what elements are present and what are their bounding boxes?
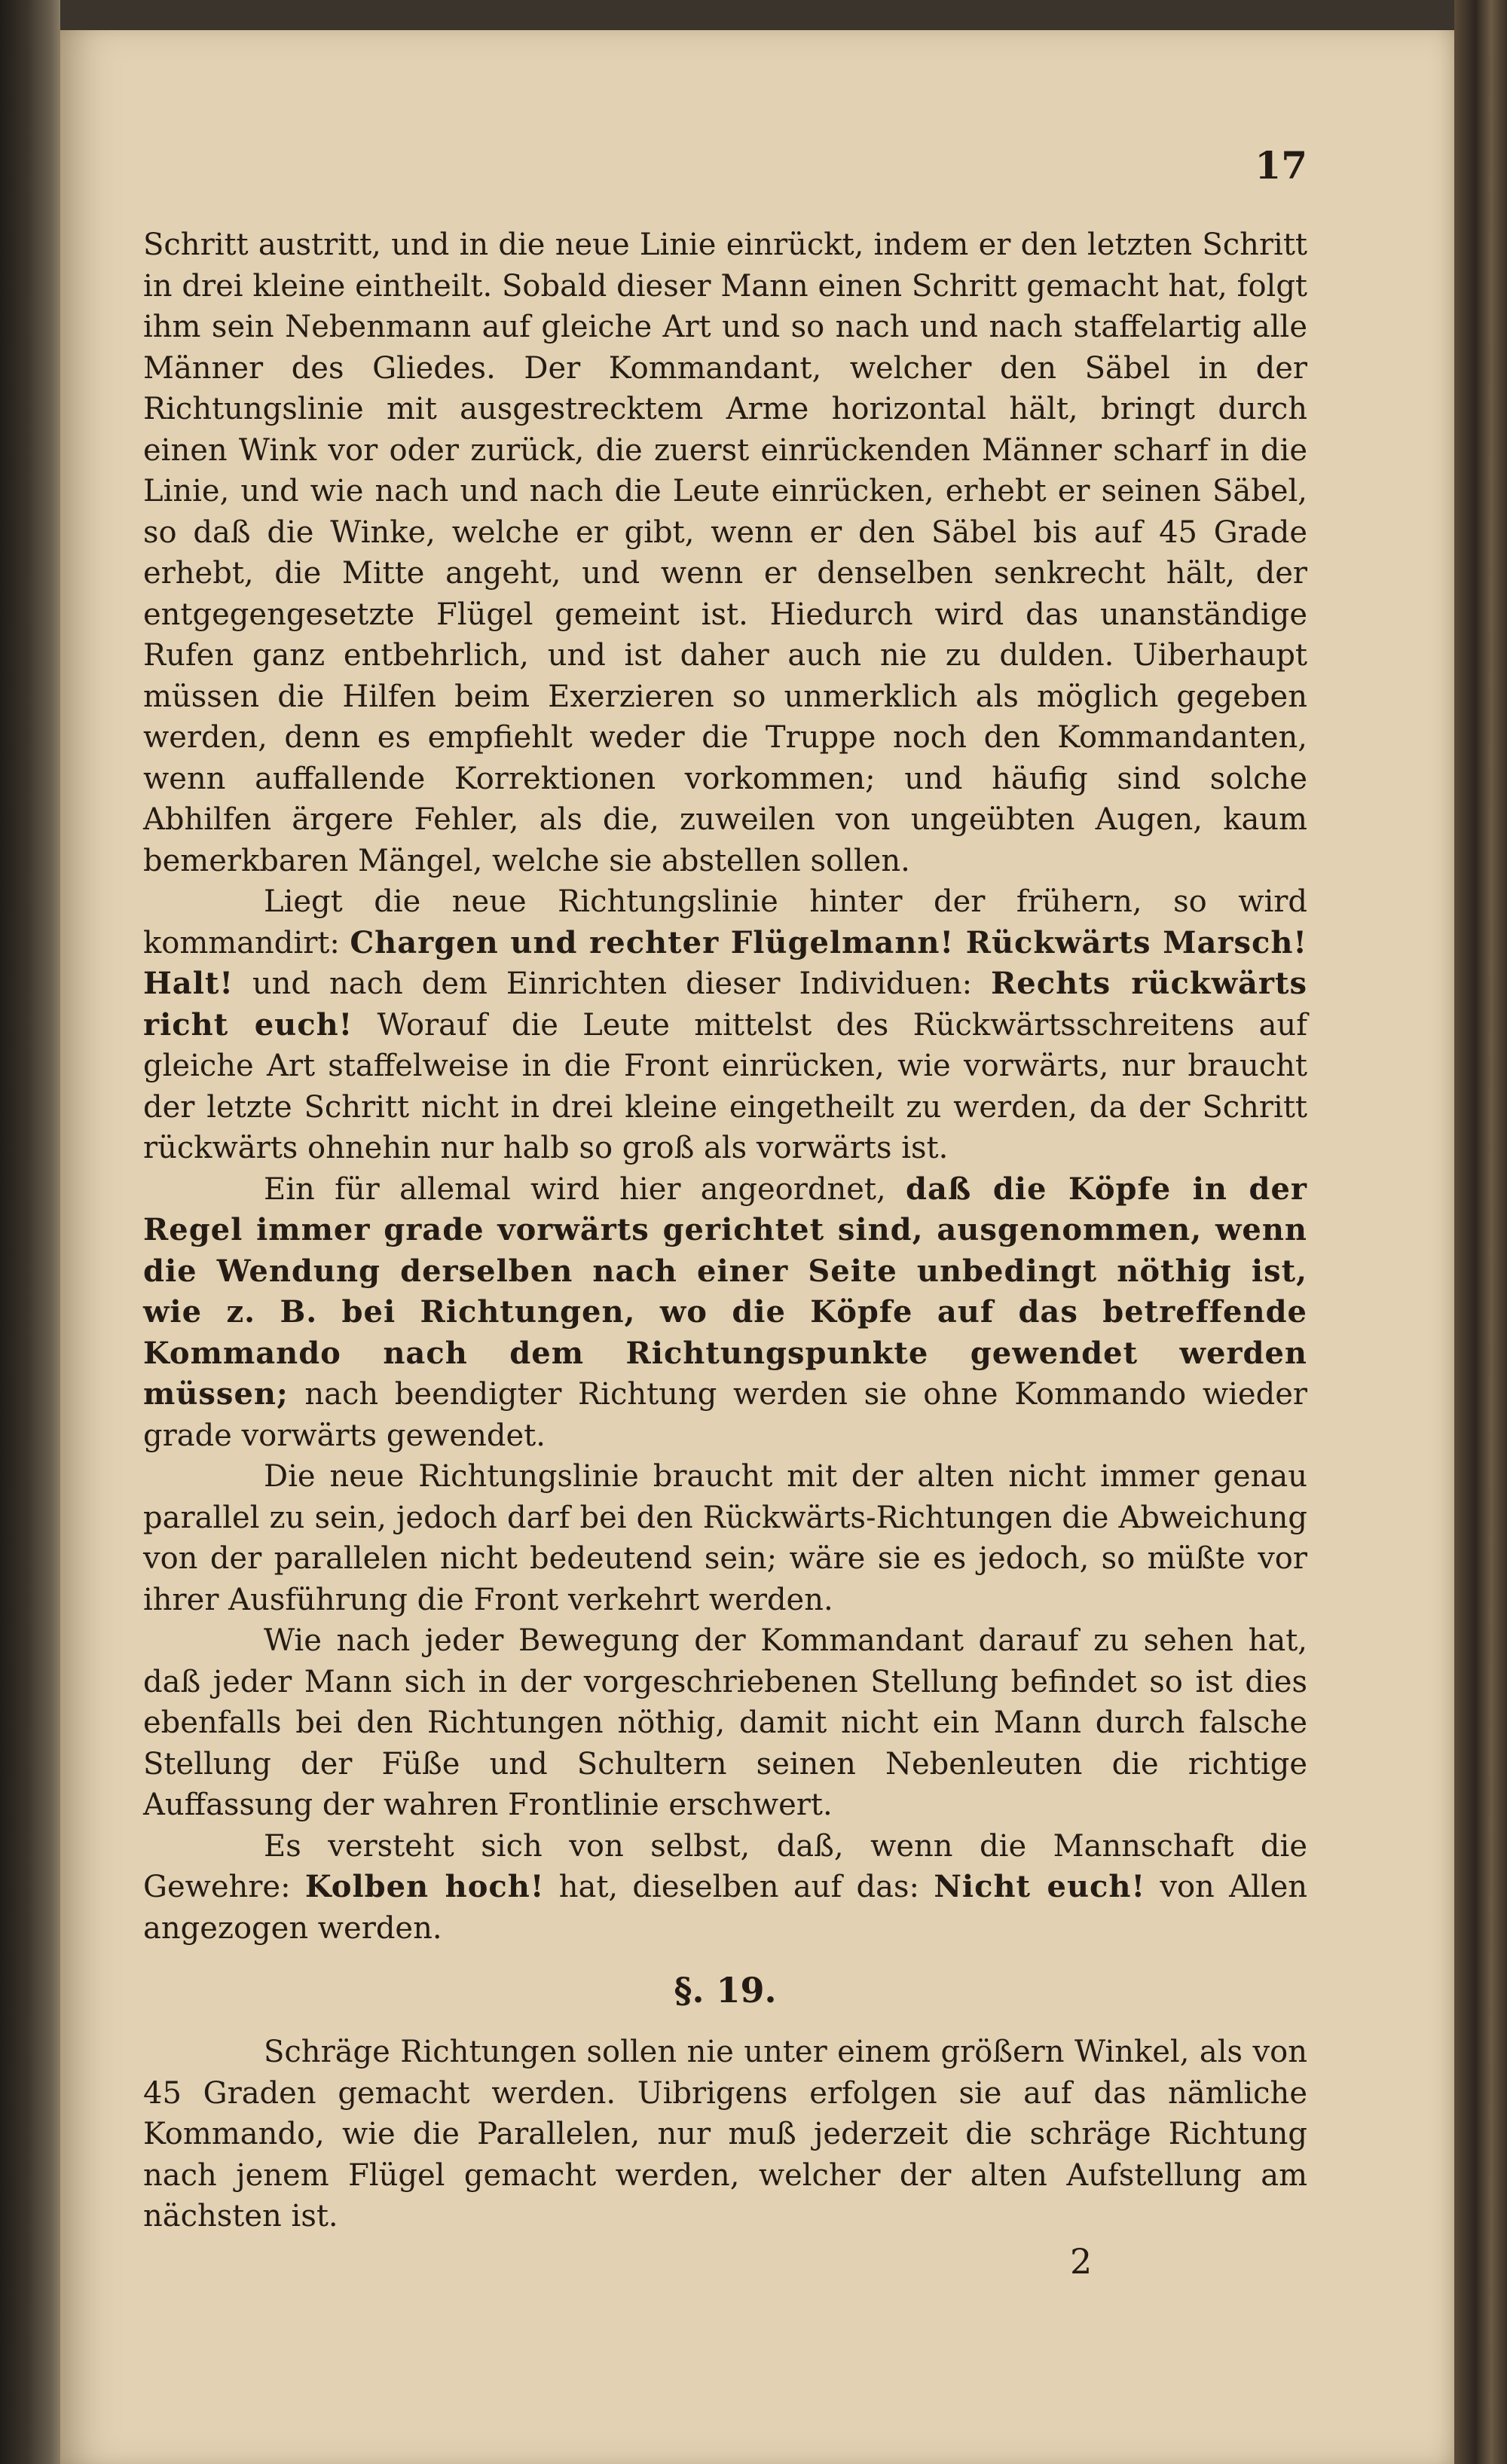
text-run: Ein für allemal wird hier angeordnet,: [264, 1171, 906, 1207]
text-run: Liegt die neue Richtungslinie hinter der frühern, so wird kommandirt:: [143, 884, 1307, 960]
signature-mark: 2: [1070, 2241, 1093, 2282]
bold-text: Kolben hoch!: [304, 1869, 545, 1904]
paragraph: [143, 1620, 1307, 1826]
paragraph: [143, 224, 1307, 881]
text-run: Die neue Richtungslinie braucht mit der alten nicht immer genau parallel zu sein, jedoch darf bei den Rückwärts-Richtungen die Abweichung von der parallelen nicht bedeutend sein; wäre sie es jedoch, so müßte vor ihrer Ausführung die Front verkehrt werden.: [143, 1459, 1307, 1617]
text-run: Wie nach jeder Bewegung der Kommandant darauf zu sehen hat, daß jeder Mann sich in der vorgeschriebenen Stellung befindet so ist dies ebenfalls bei den Richtungen nöthig, damit nicht ein Mann durch falsche Stellung der Füße und Schultern seinen Nebenleuten die richtige Auffassung der wahren Frontlinie erschwert.: [143, 1623, 1307, 1822]
bold-text: Nicht euch!: [934, 1869, 1146, 1904]
text-run: hat, dieselben auf das:: [544, 1870, 934, 1904]
text-run: von Allen angezogen werden.: [143, 1870, 1308, 1946]
paragraph: [143, 2032, 1307, 2237]
paragraph: [143, 881, 1307, 1169]
book-spine: [0, 0, 60, 2464]
section-heading: §. 19.: [674, 1970, 777, 2011]
text-run: Schräge Richtungen sollen nie unter einem größern Winkel, als von 45 Graden gemacht werden. Uibrigens erfolgen sie auf das nämliche Kommando, wie die Parallelen, nur muß jederzeit die schräge Richtung nach jenem Flügel gemacht werden, welcher der alten Aufstellung am nächsten ist.: [143, 2035, 1307, 2233]
book-edge: [1454, 0, 1507, 2464]
paragraph: [143, 1826, 1307, 1950]
text-run: Schritt austritt, und in die neue Linie einrückt, indem er den letzten Schritt in drei kleine eintheilt. Sobald dieser Mann einen Schritt gemacht hat, folgt ihm sein Nebenmann auf gleiche Art und so nach und nach staffelartig alle Männer des Gliedes. Der Kommandant, welcher den Säbel in der Richtungslinie mit ausgestrecktem Arme horizontal hält, bringt durch einen Wink vor oder zurück, die zuerst einrückenden Männer scharf in die Linie, und wie nach und nach die Leute einrücken, erhebt er seinen Säbel, so daß die Winke, welche er gibt, wenn er den Säbel bis auf 45 Grade erhebt, die Mitte angeht, und wenn er denselben senkrecht hält, der entgegengesetzte Flügel gemeint ist. Hiedurch wird das unanständige Rufen ganz entbehrlich, und ist daher auch nie zu dulden. Uiberhaupt müssen die Hilfen beim Exerzieren so unmerklich als möglich gegeben werden, denn es empfiehlt weder die Truppe noch den Kommandanten, wenn auffallende Korrektionen vorkommen; und häufig sind solche Abhilfen ärgere Fehler, als die, zuweilen von ungeübten Augen, kaum bemerkbaren Mängel, welche sie abstellen sollen.: [143, 227, 1307, 878]
bold-text: daß die Köpfe in der Regel immer grade vorwärts gerichtet sind, ausgenommen, wenn die Wendung derselben nach einer Seite unbedingt nöthig ist, wie z. B. bei Richtungen, wo die Köpfe auf das betreffende Kommando nach dem Richtungspunkte gewendet werden müssen;: [143, 1171, 1307, 1412]
page-number: 17: [1255, 143, 1307, 188]
text-run: Worauf die Leute mittelst des Rückwärtsschreitens auf gleiche Art staffelweise in die Front einrücken, wie vorwärts, nur braucht der letzte Schritt nicht in drei kleine eingetheilt zu werden, da der Schritt rückwärts ohnehin nur halb so groß als vorwärts ist.: [143, 1007, 1307, 1165]
text-run: Es versteht sich von selbst, daß, wenn die Mannschaft die Gewehre:: [143, 1828, 1307, 1904]
text-run: und nach dem Einrichten dieser Individuen:: [233, 966, 992, 1001]
text-run: nach beendigter Richtung werden sie ohne Kommando wieder grade vorwärts gewendet.: [143, 1377, 1307, 1453]
bold-text: Rechts rückwärts richt euch!: [143, 966, 1307, 1043]
paragraph: [143, 1169, 1307, 1457]
bold-text: Chargen und rechter Flügelmann! Rückwärts Marsch! Halt!: [143, 924, 1307, 1001]
body-text: [143, 224, 1307, 2237]
paragraph: [143, 1456, 1307, 1620]
